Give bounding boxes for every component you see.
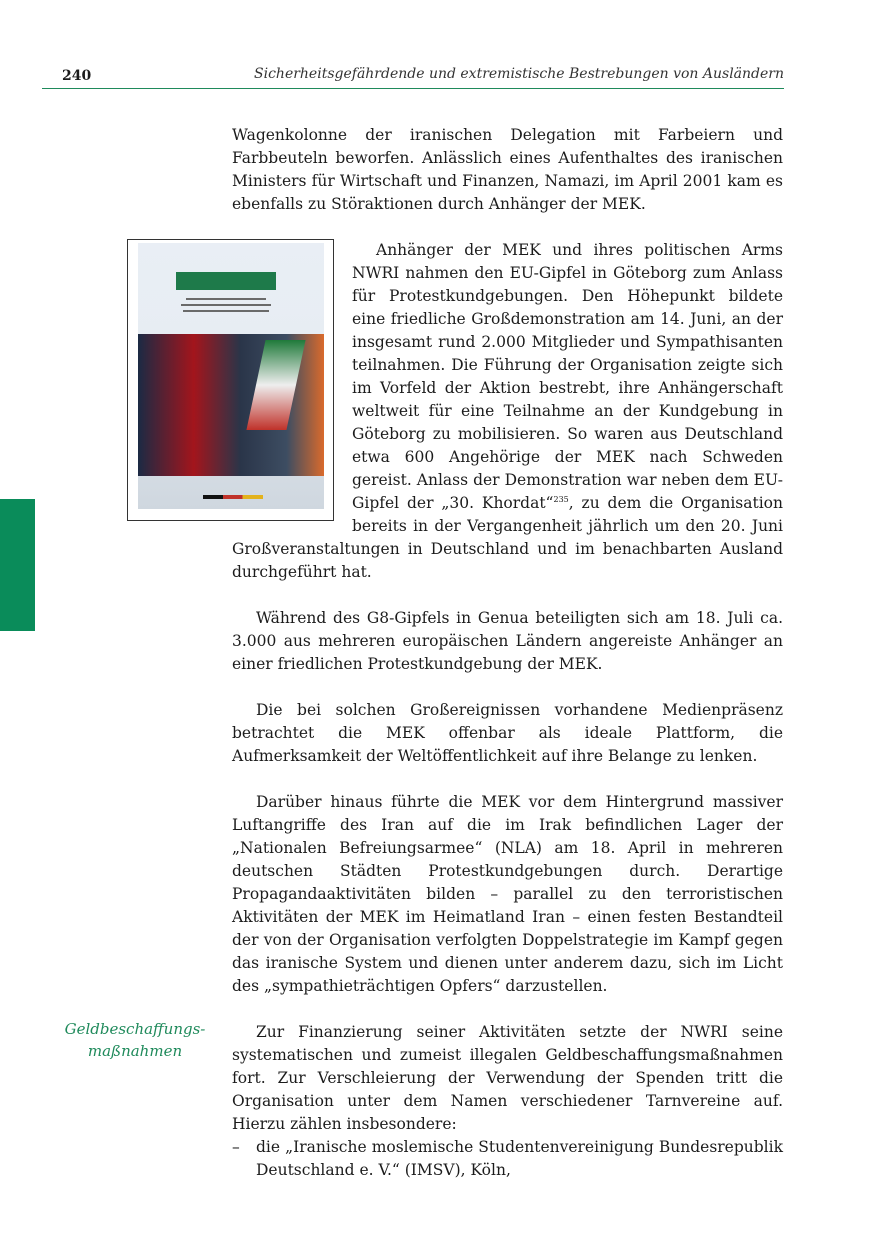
- margin-note: [60, 1018, 210, 1062]
- cover-text-line: [181, 304, 271, 306]
- paragraph-4: Die bei solchen Großereignissen vorhandene Medienpräsenz betrachtet die MEK offenbar als ideale Plattform, die Aufmerksamkeit der Weltöffentlichkeit auf ihre Belange zu lenken.: [232, 701, 783, 765]
- margin-note-line-1: Geldbeschaffungs-: [64, 1020, 206, 1038]
- paragraph-2-text: Anhänger der MEK und ihres politischen Arms NWRI nahmen den EU-Gipfel in Göteborg zum Anlass für Protestkundgebungen. Den Höhepunkt bildete eine friedliche Großdemonstration am 14. Juni, an der insgesamt rund 2.000 Mitglieder und Sympathisanten teilnahmen. Die Führung der Organisation zeigte sich im Vorfeld der Aktion bestrebt, ihre Anhängerschaft weltweit für eine Teilnahme an der Kundgebung in Göteborg zu mobilisieren. So waren aus Deutschland etwa 600 Angehörige der MEK nach Schweden gereist. Anlass der Demonstration war neben dem EU-Gipfel der „30. Khordat“: [352, 241, 783, 512]
- list-item-marker: –: [232, 1138, 240, 1156]
- cover-text-line: [186, 298, 266, 300]
- list-item: [232, 1136, 783, 1182]
- body-text: [232, 124, 783, 1182]
- paragraph-5: Darüber hinaus führte die MEK vor dem Hintergrund massiver Luftangriffe des Iran auf die im Irak befindlichen Lager der „Nationalen Befreiungsarmee“ (NLA) am 18. April in mehreren deutschen Städten Protestkundgebungen durch. Derartige Propagandaaktivitäten bilden – parallel zu den terroristischen Aktivitäten der MEK im Heimatland Iran – einen festen Bestandteil der von der Organisation verfolgten Doppelstrategie im Kampf gegen das iranische System und dienen unter anderem dazu, sich im Licht des „sympathieträchtigen Opfers“ darzustellen.: [232, 793, 783, 995]
- list-item-text: die „Iranische moslemische Studentenvereinigung Bundesrepublik Deutschland e. V.“ (IMSV), Köln,: [256, 1138, 783, 1179]
- running-title: Sicherheitsgefährdende und extremistische Bestrebungen von Ausländern: [254, 66, 784, 82]
- chapter-tab-marker: [0, 499, 35, 631]
- page-number: 240: [62, 68, 92, 84]
- brochure-cover-image: [127, 239, 334, 521]
- paragraph-6: Zur Finanzierung seiner Aktivitäten setzte der NWRI seine systematischen und zumeist illegalen Geldbeschaffungsmaßnahmen fort. Zur Verschleierung der Verwendung der Spenden tritt die Organisation unter dem Namen verschiedener Tarnvereine auf. Hierzu zählen insbesondere:: [232, 1023, 783, 1133]
- cover-title-bar: [176, 272, 276, 290]
- cover-text-line: [183, 310, 269, 312]
- paragraph-1: Wagenkolonne der iranischen Delegation mit Farbeiern und Farbbeuteln beworfen. Anlässlich eines Aufenthaltes des iranischen Ministers für Wirtschaft und Finanzen, Namazi, im April 2001 kam es ebenfalls zu Störaktionen durch Anhänger der MEK.: [232, 126, 783, 213]
- paragraph-3: Während des G8-Gipfels in Genua beteiligten sich am 18. Juli ca. 3.000 aus mehreren europäischen Ländern angereiste Anhänger an einer friedlichen Protestkundgebung der MEK.: [232, 609, 783, 673]
- organization-list: [232, 1136, 783, 1182]
- cover-footer-stripe: [203, 495, 263, 499]
- margin-note-line-2: maßnahmen: [87, 1042, 183, 1060]
- paragraph-2-text-end: , zu dem die Organisation bereits in der Vergangenheit jährlich um den 20. Juni Großveranstaltungen in Deutschland und im benachbarten Ausland durchgeführt hat.: [232, 494, 783, 581]
- footnote-reference: 235: [553, 495, 569, 504]
- page-header: [42, 64, 784, 89]
- paragraph-2: [232, 239, 783, 584]
